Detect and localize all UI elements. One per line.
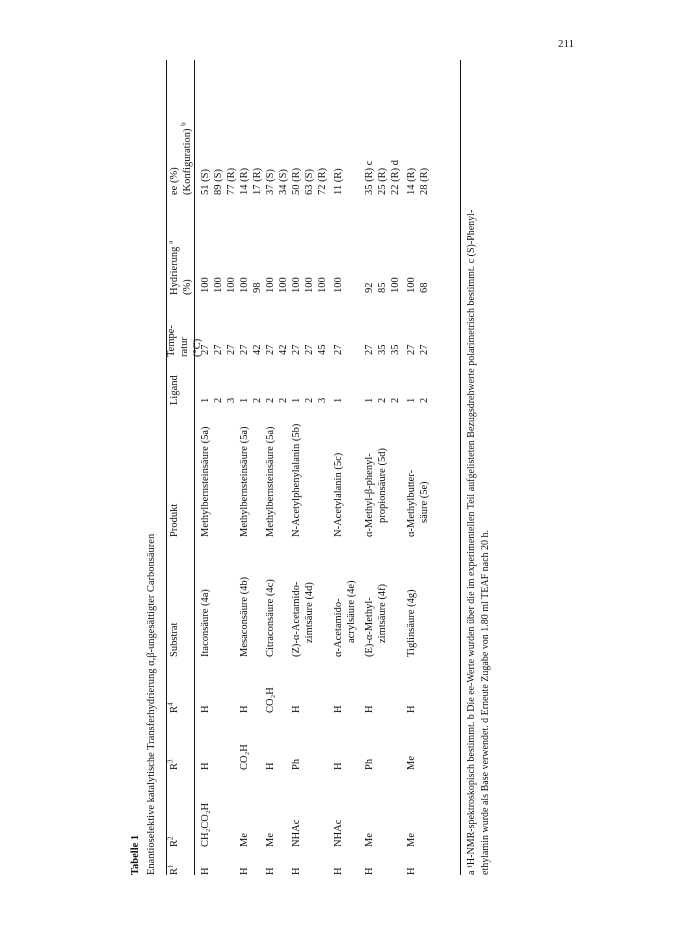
header-ee: ee (%) (Konfiguration) $^b$ xyxy=(169,122,193,195)
table-rule-header xyxy=(194,60,195,875)
cell-ee: 35 (R) c xyxy=(364,160,375,195)
cell-produkt: N-Acetylphenylalanin (5b) xyxy=(291,423,302,537)
cell-ee: 25 (R) xyxy=(377,167,388,195)
cell-r2: NHAc xyxy=(333,819,344,847)
cell-ee: 22 (R) d xyxy=(390,160,401,195)
cell-ee: 37 (S) xyxy=(265,169,276,195)
cell-produkt: α-Methyl-β-phenyl- propionsäure (5d) xyxy=(364,448,388,537)
cell-ligand: 2 xyxy=(419,397,430,403)
cell-r1: H xyxy=(364,867,375,875)
cell-hyd: 100 xyxy=(291,277,302,293)
cell-hyd: 68 xyxy=(419,282,430,293)
cell-ligand: 1 xyxy=(364,397,375,403)
cell-ligand: 2 xyxy=(304,397,315,403)
cell-hyd: 100 xyxy=(406,277,417,293)
cell-substrat: Mesaconsäure (4b) xyxy=(239,576,250,657)
cell-substrat: (Z)-α-Acetamido- zimtsäure (4d) xyxy=(291,581,315,657)
cell-hyd: 100 xyxy=(333,277,344,293)
cell-ee: 89 (S) xyxy=(213,169,224,195)
cell-r1: H xyxy=(265,867,276,875)
cell-temp: 27 xyxy=(265,344,276,355)
cell-ee: 63 (S) xyxy=(304,169,315,195)
cell-ligand: 1 xyxy=(333,397,344,403)
cell-r2: Me xyxy=(406,833,417,847)
cell-r2: NHAc xyxy=(291,819,302,847)
cell-r4: H xyxy=(291,705,302,713)
cell-ee: 72 (R) xyxy=(317,167,328,195)
cell-ligand: 2 xyxy=(252,397,263,403)
cell-temp: 42 xyxy=(278,344,289,355)
table-rule-top xyxy=(166,60,167,875)
header-substrat: Substrat xyxy=(169,622,180,657)
cell-hyd: 98 xyxy=(252,282,263,293)
header-r1: $R^1$ xyxy=(166,864,180,875)
cell-produkt: Methylbernsteinsäure (5a) xyxy=(239,426,250,537)
cell-ee: 77 (R) xyxy=(226,167,237,195)
cell-temp: 27 xyxy=(364,344,375,355)
cell-produkt: α-Methylbutter- säure (5e) xyxy=(406,469,430,537)
cell-produkt: Methylbernsteinsäure (5a) xyxy=(265,426,276,537)
cell-temp: 27 xyxy=(226,344,237,355)
cell-substrat: Tiglinsäure (4g) xyxy=(406,589,417,657)
cell-ee: 11 (R) xyxy=(333,168,344,195)
cell-ee: 34 (S) xyxy=(278,169,289,195)
header-r3: $R^3$ xyxy=(166,759,180,770)
cell-produkt: N-Acetylalanin (5c) xyxy=(333,452,344,537)
cell-r1: H xyxy=(406,867,417,875)
cell-r3: H xyxy=(200,762,211,770)
footnote-line-1: a ¹H-NMR-spektroskopisch bestimmt. b Die ee-Werte wurden über die im experimentellen Teil aufgelisteten Bezugsdrehwerte polarimetrisch bestimmt. c (S)-Phenyl- xyxy=(466,209,477,875)
header-ligand: Ligand xyxy=(169,375,180,405)
cell-temp: 27 xyxy=(333,344,344,355)
cell-substrat: (E)-α-Methyl- zimtsäure (4f) xyxy=(364,583,388,657)
cell-r4: H xyxy=(364,705,375,713)
cell-ligand: 3 xyxy=(226,397,237,403)
cell-produkt: Methylbernsteinsäure (5a) xyxy=(200,426,211,537)
cell-temp: 42 xyxy=(252,344,263,355)
cell-ligand: 1 xyxy=(291,397,302,403)
cell-temp: 27 xyxy=(213,344,224,355)
cell-ligand: 3 xyxy=(317,397,328,403)
cell-r4: H xyxy=(239,705,250,713)
cell-ligand: 2 xyxy=(278,397,289,403)
cell-hyd: 100 xyxy=(239,277,250,293)
cell-temp: 35 xyxy=(377,344,388,355)
cell-r3: Me xyxy=(406,756,417,770)
footnote-line-2: ethylamin wurde als Base verwendet. d Erneute Zugabe von 1.80 ml TEAF nach 20 h. xyxy=(480,529,491,875)
cell-r4: H xyxy=(333,705,344,713)
cell-ee: 17 (R) xyxy=(252,167,263,195)
cell-ligand: 2 xyxy=(377,397,388,403)
cell-r3: Ph xyxy=(291,758,302,770)
cell-ligand: 1 xyxy=(200,397,211,403)
cell-r1: H xyxy=(239,867,250,875)
cell-hyd: 100 xyxy=(304,277,315,293)
header-temperatur: Tempe- ratur (°C) xyxy=(166,325,203,357)
cell-r2: CH₂CO₂H xyxy=(200,802,211,847)
cell-hyd: 100 xyxy=(226,277,237,293)
cell-temp: 27 xyxy=(304,344,315,355)
page-number: 211 xyxy=(558,38,575,50)
cell-substrat: Itaconsäure (4a) xyxy=(200,589,211,657)
cell-r4: H xyxy=(406,705,417,713)
cell-hyd: 100 xyxy=(200,277,211,293)
cell-ligand: 2 xyxy=(213,397,224,403)
cell-ligand: 1 xyxy=(406,397,417,403)
cell-ee: 14 (R) xyxy=(406,167,417,195)
header-hydrierung: Hydrierung $^a$ (%) xyxy=(166,240,193,295)
cell-temp: 35 xyxy=(390,344,401,355)
cell-substrat: Citraconsäure (4c) xyxy=(265,579,276,657)
cell-r1: H xyxy=(333,867,344,875)
cell-hyd: 100 xyxy=(278,277,289,293)
cell-ee: 14 (R) xyxy=(239,167,250,195)
cell-hyd: 100 xyxy=(265,277,276,293)
cell-ligand: 2 xyxy=(265,397,276,403)
cell-ee: 50 (R) xyxy=(291,167,302,195)
cell-r4: H xyxy=(200,705,211,713)
cell-hyd: 85 xyxy=(377,282,388,293)
cell-ligand: 1 xyxy=(239,397,250,403)
header-r2: $R^2$ xyxy=(166,836,180,847)
table-caption: Enantioselektive katalytische Transferhydrierung α,β-ungesättigter Carbonsäuren xyxy=(146,533,157,875)
cell-temp: 27 xyxy=(239,344,250,355)
cell-temp: 45 xyxy=(317,344,328,355)
cell-temp: 27 xyxy=(291,344,302,355)
cell-r1: H xyxy=(291,867,302,875)
cell-hyd: 100 xyxy=(390,277,401,293)
cell-r1: H xyxy=(200,867,211,875)
cell-hyd: 100 xyxy=(213,277,224,293)
table-rule-bottom xyxy=(460,60,461,875)
cell-r3: Ph xyxy=(364,758,375,770)
cell-substrat: α-Acetamido- acrylsäure (4e) xyxy=(333,580,357,657)
table-label: Tabelle 1 xyxy=(130,834,141,875)
cell-r2: Me xyxy=(265,833,276,847)
cell-r3: H xyxy=(265,762,276,770)
cell-temp: 27 xyxy=(406,344,417,355)
cell-ligand: 2 xyxy=(390,397,401,403)
header-r4: $R^4$ xyxy=(166,702,180,713)
cell-ee: 51 (S) xyxy=(200,169,211,195)
cell-r2: Me xyxy=(364,833,375,847)
header-produkt: Produkt xyxy=(169,503,180,537)
rotated-table-block xyxy=(128,60,528,875)
cell-hyd: 100 xyxy=(317,277,328,293)
cell-ee: 28 (R) xyxy=(419,167,430,195)
cell-r2: Me xyxy=(239,833,250,847)
cell-temp: 27 xyxy=(200,344,211,355)
cell-temp: 27 xyxy=(419,344,430,355)
cell-r4: CO₂H xyxy=(265,687,276,713)
cell-r3: CO₂H xyxy=(239,744,250,770)
cell-r3: H xyxy=(333,762,344,770)
cell-hyd: 92 xyxy=(364,282,375,293)
